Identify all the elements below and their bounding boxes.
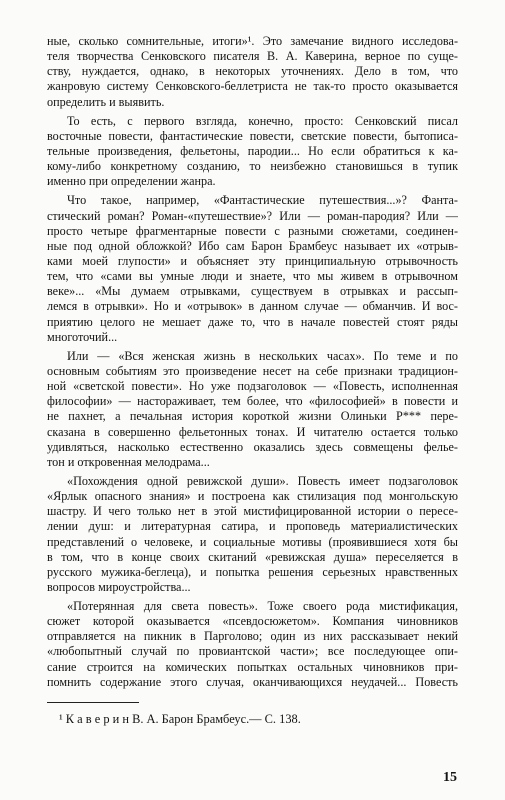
text-line: шастру. И чего только нет в этой мистифицированной истории о пересе- [47,504,458,519]
text-line: «Потерянная для света повесть». Тоже своего рода мистификация, [67,599,458,614]
text-line: сюжет которой оказывается «псевдосюжетом». Компания чиновников [47,614,458,629]
text-line: просто четыре фрагментарные повести с разными сюжетами, соединен- [47,223,458,238]
text-line: Что такое, например, «Фантастические путешествия...»? Фанта- [67,193,458,208]
text-line: помнить содержание этого случая, оканчивающихся неудачей... Повесть [47,674,458,689]
text-line: удивляться, насколько естественно оказались здесь совмещены фелье- [47,439,458,454]
text-line: стический роман? Роман-«путешествие»? Или — роман-пародия? Или — [47,208,458,223]
text-line: отправляется на пикник в Парголово; один из них рассказывает некий [47,629,458,644]
text-line: ству, нуждается, однако, в некоторых уточнениях. Дело в том, что [47,64,458,79]
text-line: ками моей глупости» и объясняет эту принципиальную отрывочность [47,253,458,268]
text-line: «любопытный случай по провиантской части»; все последующее опи- [47,644,458,659]
text-line: представлений о человеке, и социальные мотивы (проявившиеся хотя бы [47,534,458,549]
text-line: веке»... «Мы думаем отрывками, существуем в отрывках и рассып- [47,284,458,299]
text-line: многоточий... [47,329,118,344]
text-line: ной «светской повести». Но уже подзаголовок — «Повесть, исполненная [47,379,458,394]
text-line: лемся в отрывки». Но и «отрывок» в данном случае — обманчив. И вос- [47,299,458,314]
text-line: кому-либо конкретному созданию, то неизбежно становишься в тупик [47,159,458,174]
text-line: теля творчества Сенковского писателя В. А. Каверина, верное по суще- [47,49,458,64]
text-line: «Ярлык опасного знания» и построена как стилизация под монгольскую [47,489,458,504]
text-line: вопросов мироустройства... [47,579,191,594]
footnote: ¹ К а в е р и н В. А. Барон Брамбеус.— С. 138. [59,712,301,726]
text-line: ные, сколько сомнительные, итоги»¹. Это замечание видного исследова- [47,34,458,48]
body-text [47,34,458,690]
text-line: жанровую систему Сенковского-беллетриста не так-то просто оказывается [47,79,458,94]
text-line: в том, что в конце своих скитаний «ревижская душа» переселяется в [47,549,458,564]
text-line: русского мужика-беглеца), и попытка решения серьезных нравственных [47,564,458,579]
text-line: именно при определении жанра. [47,174,216,189]
text-line: определить и выявить. [47,94,165,109]
text-line: приятию целого не мешает даже то, что в начале повестей стоят ряды [47,314,458,329]
text-line: «Похождения одной ревижской души». Повесть имеет подзаголовок [67,473,458,488]
text-line: Или — «Вся женская жизнь в нескольких часах». По теме и по [67,348,458,363]
text-line: сказана в совершенно фельетонных тонах. И читателю остается только [47,424,458,439]
text-line: То есть, с первого взгляда, конечно, просто: Сенковский писал [67,113,458,128]
text-line: сание строится на комических попытках остальных чиновников при- [47,659,458,674]
text-line: не пахнет, а печальная история короткой жизни Олиньки Р*** пере- [47,409,458,424]
text-line: тон и откровенная мелодрама... [47,454,210,469]
text-line: ные под одной обложкой? Ибо сам Барон Брамбеус называет их «отрыв- [47,238,458,253]
text-line: основным событиям это произведение несет на себе признаки традицион- [47,363,458,378]
footnote-divider [47,702,139,703]
text-line: восточные повести, фантастические повести, светские повести, бытописа- [47,128,458,143]
text-line: тельные произведения, фельетоны, пародии... Но если обратиться к ка- [47,143,458,158]
text-line: лении душ: и литературная сатира, и проповедь материалистических [47,519,458,534]
page-number: 15 [443,770,457,785]
text-line: тем, что «сами вы умные люди и знаете, что мы живем в отрывочном [47,269,458,284]
text-line: философии» — настораживает, тем более, что «философией» в повести и [47,394,458,409]
